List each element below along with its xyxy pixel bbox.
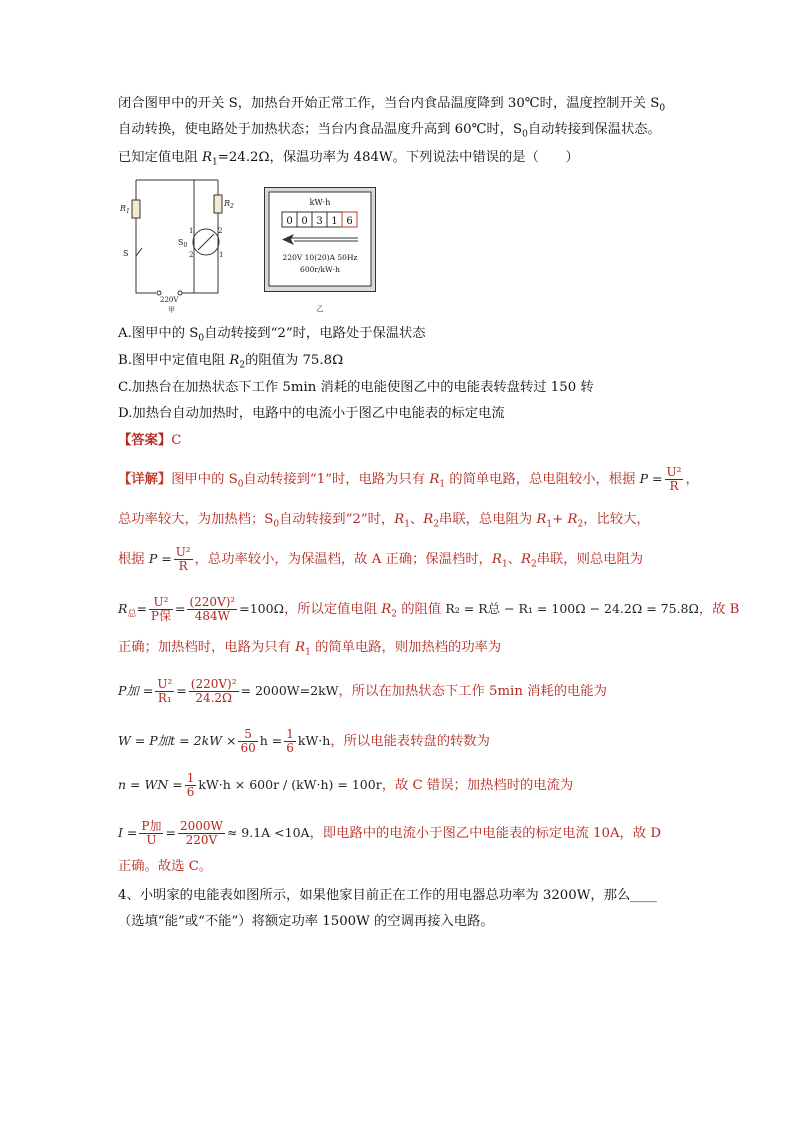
- subscript: 2: [577, 519, 584, 530]
- detail-text: 正确；加热档时，电路为只有: [118, 640, 296, 655]
- answer-label: 【答案】: [118, 433, 172, 448]
- formula: = 2000W=2kW: [240, 683, 339, 698]
- detail-text: ，: [685, 472, 699, 487]
- fraction: [185, 772, 197, 799]
- numerator: (220V)²: [189, 595, 236, 609]
- option-text: 的阻值为 75.8Ω: [245, 353, 344, 368]
- detail-math-3: [118, 728, 490, 755]
- meter-rating: 220V 10(20)A 50Hz: [282, 253, 358, 262]
- formula: kW·h × 600r / (kW·h) = 100r: [198, 777, 382, 792]
- numerator: (220V)²: [190, 677, 237, 691]
- svg-text:R2: [223, 199, 234, 210]
- var-r: R: [520, 552, 531, 567]
- detail-text: 的简单电路，则加热档的功率为: [310, 640, 502, 655]
- detail-text: 串联，总电阻为: [439, 512, 537, 527]
- detail-line-2: [118, 510, 650, 535]
- numerator: 1: [186, 771, 195, 785]
- meter-digit: 6: [346, 216, 353, 227]
- denominator: R₁: [157, 691, 172, 705]
- var-r: R: [295, 640, 306, 655]
- label-sub: 0: [183, 242, 188, 249]
- formula: h =: [259, 733, 283, 748]
- formula: P =: [639, 471, 663, 486]
- denominator: 60: [240, 741, 256, 755]
- denominator: 6: [286, 741, 294, 755]
- detail-text: 总功率较大，为加热档；S: [118, 512, 274, 527]
- label-r1: R: [120, 204, 127, 213]
- var-r: R: [229, 353, 240, 368]
- meter-unit: kW·h: [309, 198, 331, 207]
- detail-text: 的简单电路，总电阻较小，根据: [445, 472, 640, 487]
- formula: kW·h: [297, 733, 331, 748]
- subscript: 1: [439, 479, 446, 490]
- detail-line-5: [118, 857, 212, 877]
- option-b: [118, 351, 343, 376]
- option-text: A.图甲中的 S: [118, 326, 199, 341]
- detail-math-1: [118, 596, 739, 625]
- denominator: 484W: [194, 609, 230, 623]
- numerator: U²: [175, 545, 191, 559]
- label-sub: 1: [126, 208, 130, 215]
- label-r2: R: [224, 199, 231, 208]
- formula: =100Ω: [239, 601, 284, 616]
- detail-text: 自动转接到“1”时，电路为只有: [243, 472, 430, 487]
- subscript: 1: [501, 559, 508, 570]
- fraction: [174, 546, 193, 573]
- numerator: 5: [238, 728, 257, 742]
- option-text: D.加热台自动加热时，电路中的电流小于图乙中电能表的标定电流: [118, 406, 505, 421]
- formula: R: [118, 601, 128, 616]
- detail-text: 自动转接到“2”时，: [279, 512, 395, 527]
- label-1: 1: [219, 251, 224, 259]
- numerator: U²: [666, 465, 682, 479]
- subscript: 0: [198, 333, 205, 344]
- fraction: [155, 678, 174, 705]
- detail-text: 、: [507, 552, 521, 567]
- detail-text: 根据: [118, 552, 149, 567]
- meter-digit: 1: [331, 216, 338, 227]
- r2-resistor: [214, 195, 222, 213]
- label-2: 2: [218, 227, 223, 235]
- label-voltage: 220V: [160, 296, 179, 304]
- subscript: 1: [404, 519, 410, 530]
- energy-meter: [264, 187, 376, 327]
- svg-text:R1: [119, 204, 130, 215]
- detail-text: ，比较大，: [583, 512, 650, 527]
- numerator: P加: [141, 819, 162, 833]
- detail-math-4: [118, 772, 573, 799]
- subscript: 1: [212, 157, 218, 168]
- detail-text: ，总功率较小，为保温档，故 A 正确；保温档时，: [194, 552, 492, 567]
- formula: I =: [118, 825, 138, 840]
- fraction: [187, 596, 237, 623]
- var-r: R: [491, 552, 502, 567]
- detail-line-3: [118, 546, 643, 575]
- meter-digit: 3: [316, 216, 323, 227]
- formula: =: [176, 683, 187, 698]
- meter-digit: 0: [286, 216, 293, 227]
- subscript: 0: [237, 479, 244, 490]
- detail-text: ，所以电能表转盘的转数为: [330, 734, 490, 749]
- question-4-line-2: [118, 912, 494, 932]
- numerator: U²: [149, 596, 173, 610]
- denominator: R: [669, 479, 679, 493]
- fraction: [149, 596, 173, 623]
- r1-resistor: [132, 200, 140, 218]
- intro-line-2: [118, 120, 661, 145]
- option-c: [118, 378, 594, 398]
- formula: R₂ = R总 − R₁ = 100Ω − 24.2Ω = 75.8Ω: [445, 601, 699, 616]
- meter-digit: 0: [301, 216, 308, 227]
- fraction: [284, 728, 296, 755]
- detail-text: ，所以定值电阻: [283, 602, 382, 617]
- label-s: S: [123, 249, 129, 258]
- option-text: C.加热台在加热状态下工作 5min 消耗的电能使图乙中的电能表转盘转过 150 转: [118, 380, 594, 395]
- caption-jia: 甲: [168, 306, 175, 314]
- svg-text:S0: [178, 238, 187, 249]
- option-text: B.图甲中定值电阻: [118, 353, 230, 368]
- subscript: 2: [530, 559, 537, 570]
- caption-yi: 乙: [316, 305, 324, 313]
- formula: n = WN =: [118, 777, 183, 792]
- detail-text: 的阻值: [397, 602, 446, 617]
- subscript: 2: [391, 609, 397, 620]
- var-r: R: [381, 602, 392, 617]
- intro-line-3: [118, 148, 579, 173]
- subscript: 2: [433, 519, 440, 530]
- detail-line-1: [118, 466, 699, 495]
- detail-label: 【详解】: [118, 472, 172, 487]
- intro-text: 自动转接到保温状态。: [527, 122, 661, 137]
- intro-text: 闭合图甲中的开关 S，加热台开始正常工作，当台内食品温度降到 30℃时，温度控制开关 S: [118, 96, 660, 111]
- intro-text: 自动转换，使电路处于加热状态；当台内食品温度升高到 60℃时，S: [118, 122, 523, 137]
- answer: [118, 431, 181, 451]
- circuit-diagram: [118, 178, 234, 314]
- intro-text: 已知定值电阻: [118, 150, 203, 165]
- subscript: 1: [305, 647, 311, 658]
- detail-text: 、: [410, 512, 424, 527]
- intro-line-1: [118, 94, 665, 119]
- denominator: R: [178, 559, 188, 573]
- formula: W = P加t = 2kW ×: [118, 733, 237, 748]
- detail-math-2: [118, 678, 607, 705]
- fraction: [189, 678, 239, 705]
- fraction: [139, 820, 163, 847]
- var-r: R: [394, 512, 405, 527]
- fraction: [665, 466, 684, 493]
- option-d: [118, 404, 505, 424]
- intro-text: =24.2Ω，保温功率为 484W。下列说法中错误的是（ ）: [217, 150, 579, 165]
- fraction: [178, 820, 225, 847]
- answer-value: C: [171, 433, 182, 448]
- numerator: 2000W: [179, 819, 223, 833]
- detail-math-5: [118, 820, 661, 847]
- detail-text: ，即电路中的电流小于图乙中电能表的标定电流 10A，故 D: [309, 826, 662, 841]
- formula: =: [136, 601, 147, 616]
- formula: =: [175, 601, 186, 616]
- detail-line-4: [118, 638, 501, 663]
- detail-text: 串联，则总电阻为: [536, 552, 644, 567]
- formula: =: [165, 825, 176, 840]
- var-r: R: [202, 150, 213, 165]
- label-2: 2: [189, 251, 194, 259]
- denominator: 6: [186, 785, 195, 799]
- subscript: 1: [546, 519, 553, 530]
- option-a: [118, 324, 426, 349]
- detail-text: ，所以在加热状态下工作 5min 消耗的电能为: [338, 684, 607, 699]
- formula: ≈ 9.1A <10A: [226, 825, 310, 840]
- subscript: 0: [522, 129, 528, 140]
- question-4-line-1: [118, 886, 657, 906]
- question-text: 4、小明家的电能表如图所示，如果他家目前正在工作的用电器总功率为 3200W，那么____: [118, 888, 657, 903]
- detail-text: ，故 B: [698, 602, 740, 617]
- denominator: 24.2Ω: [195, 691, 232, 705]
- option-text: 自动转接到“2”时，电路处于保温状态: [204, 326, 426, 341]
- denominator: P保: [150, 609, 171, 623]
- meter-constant: 600r/kW·h: [300, 265, 340, 274]
- detail-text: 正确。故选 C。: [118, 859, 213, 874]
- fraction: [238, 728, 257, 755]
- numerator: 1: [286, 727, 294, 741]
- detail-text: ，故 C 错误；加热档时的电流为: [381, 778, 574, 793]
- label-s0: S: [178, 238, 184, 247]
- numerator: U²: [157, 677, 173, 691]
- detail-text: 图甲中的 S: [171, 472, 238, 487]
- subscript: 总: [127, 609, 137, 620]
- subscript: 0: [659, 103, 666, 114]
- var-r: R: [536, 512, 547, 527]
- var-r: R: [423, 512, 434, 527]
- subscript: 2: [239, 360, 246, 371]
- label-1: 1: [189, 227, 194, 235]
- detail-text: +: [552, 512, 568, 527]
- formula: P加 =: [118, 683, 154, 698]
- question-text: （选填“能”或“不能”）将额定功率 1500W 的空调再接入电路。: [118, 914, 494, 929]
- var-r: R: [429, 472, 440, 487]
- subscript: 0: [273, 519, 280, 530]
- formula: P =: [148, 551, 172, 566]
- denominator: 220V: [185, 833, 218, 847]
- label-sub: 2: [230, 203, 234, 210]
- denominator: U: [146, 833, 157, 847]
- var-r: R: [567, 512, 578, 527]
